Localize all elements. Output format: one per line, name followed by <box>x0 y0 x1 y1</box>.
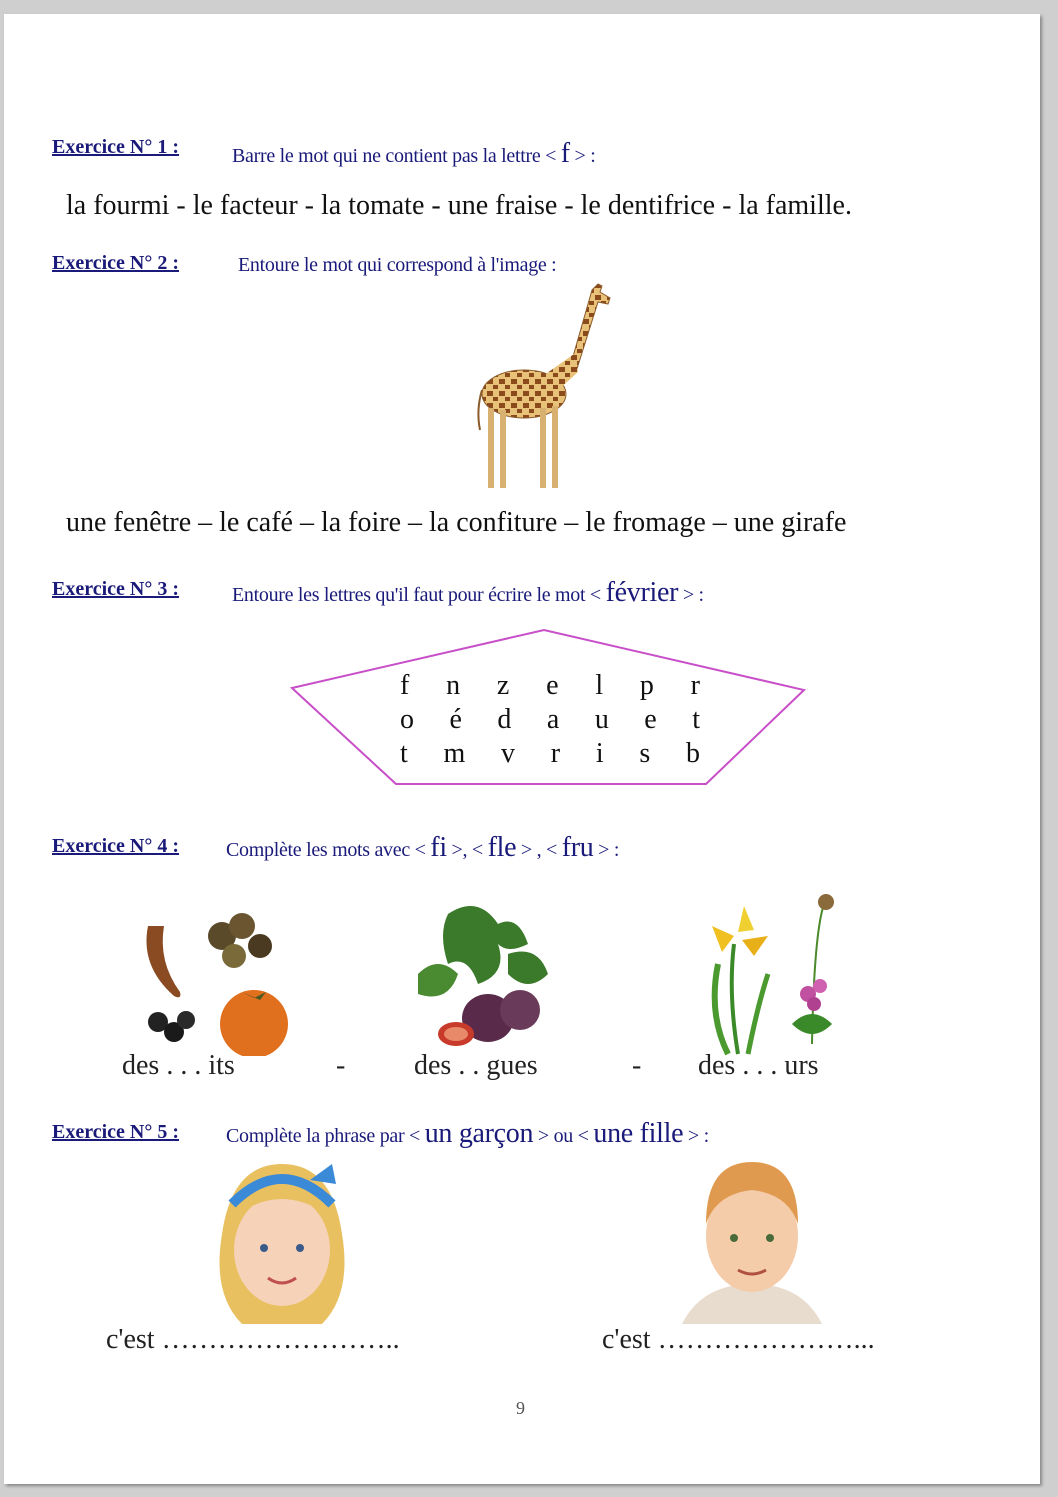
letter-cell[interactable]: m <box>443 738 466 769</box>
letter-grid-row <box>400 704 700 736</box>
worksheet-page <box>4 14 1040 1484</box>
letter-cell[interactable]: n <box>446 670 461 701</box>
letter-cell[interactable]: p <box>639 670 654 701</box>
letter-cell[interactable]: d <box>497 704 512 735</box>
letter-cell[interactable]: e <box>546 670 559 701</box>
letter-cell[interactable]: t <box>692 704 700 735</box>
ex5-title: Exercice N° 5 : <box>52 1121 180 1143</box>
letter-cell[interactable]: v <box>501 738 516 769</box>
letter-cell[interactable]: t <box>400 738 408 769</box>
letter-cell[interactable]: r <box>690 670 700 701</box>
ex2-word-list: une fenêtre – le café – la foire – la confiture – le fromage – une girafe <box>66 507 847 538</box>
letter-cell[interactable]: r <box>550 738 561 769</box>
girl-portrait <box>202 1154 362 1324</box>
girl-answer-line[interactable]: c'est …………………….. <box>106 1324 400 1355</box>
ex1-title: Exercice N° 1 : <box>52 136 180 158</box>
letter-cell[interactable]: o <box>400 704 414 735</box>
letter-cell[interactable]: z <box>496 670 510 701</box>
letter-cell[interactable]: i <box>595 738 604 769</box>
figs-illustration <box>408 894 558 1056</box>
ex4-instruction: Complète les mots avec < fi >, < fle > , < fru > : <box>226 832 620 863</box>
boy-portrait <box>678 1154 828 1324</box>
ex2-title: Exercice N° 2 : <box>52 252 180 274</box>
flowers-label: des . . . urs <box>698 1050 819 1081</box>
letter-cell[interactable]: é <box>449 704 462 735</box>
letter-cell[interactable]: b <box>685 738 700 769</box>
flowers-illustration <box>698 884 858 1056</box>
letter-cell[interactable]: s <box>639 738 651 769</box>
ex3-instruction: Entoure les lettres qu'il faut pour écrire le mot < février > : <box>232 577 704 608</box>
ex5-instruction: Complète la phrase par < un garçon > ou < une fille > : <box>226 1118 709 1149</box>
fruits-label: des . . . its <box>122 1050 235 1081</box>
letter-grid <box>400 670 700 770</box>
giraffe-illustration <box>474 282 624 498</box>
letter-grid-row <box>400 738 700 770</box>
figs-label: des . . gues <box>414 1050 538 1081</box>
page-number: 9 <box>516 1398 525 1418</box>
boy-answer-line[interactable]: c'est …………………... <box>602 1324 875 1355</box>
letter-cell[interactable]: f <box>400 670 410 701</box>
ex3-title: Exercice N° 3 : <box>52 578 180 600</box>
letter-cell[interactable]: u <box>594 704 609 735</box>
letter-cell[interactable]: e <box>644 704 657 735</box>
letter-cell[interactable]: l <box>595 670 604 701</box>
letter-grid-row <box>400 670 700 702</box>
ex1-instruction: Barre le mot qui ne contient pas la lettre < f > : <box>232 138 596 169</box>
ex4-title: Exercice N° 4 : <box>52 835 180 857</box>
ex1-word-list: la fourmi - le facteur - la tomate - une fraise - le dentifrice - la famille. <box>66 190 852 221</box>
separator: - <box>632 1050 642 1081</box>
fruits-illustration <box>134 896 294 1056</box>
ex2-instruction: Entoure le mot qui correspond à l'image : <box>238 254 557 276</box>
letter-cell[interactable]: a <box>546 704 560 735</box>
separator: - <box>336 1050 346 1081</box>
